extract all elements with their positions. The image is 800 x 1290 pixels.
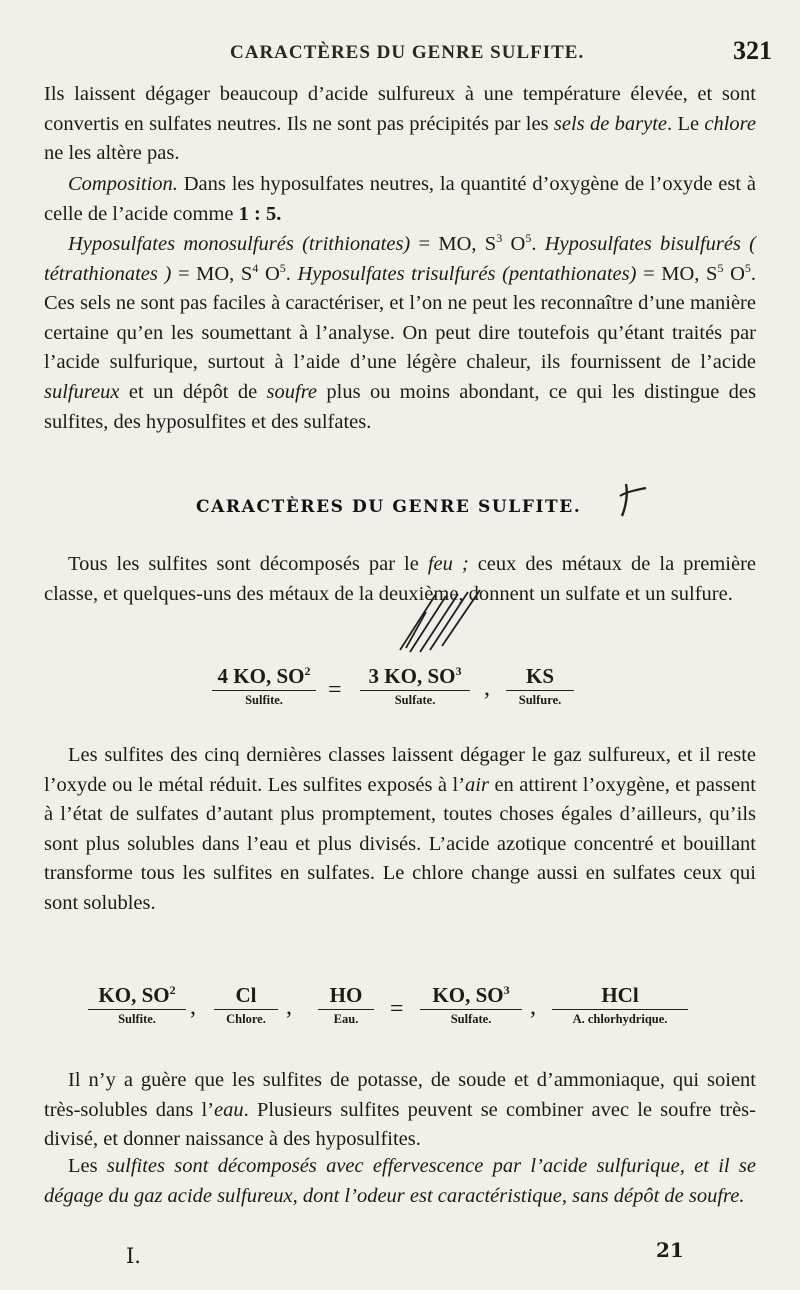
equation-sulfite-fire	[0, 664, 800, 724]
formula-term: Cl Chlore.	[214, 983, 278, 1027]
pen-hatch-marks-icon	[396, 586, 486, 656]
signature-mark: I.	[126, 1244, 141, 1268]
page-header	[230, 36, 772, 72]
equation-sulfite-chlorine	[0, 983, 800, 1043]
paragraph-solubility: Il n’y a guère que les sulfites de potasse, de soude et d’ammoniaque, qui soient très-solubles dans l’eau. Plusieurs sulfites peuvent se combiner avec le soufre très-divisé, et donner naissance à des hyposulfites.	[44, 1069, 756, 1151]
formula-term: HO Eau.	[318, 983, 374, 1027]
formula-term: KO, $SO^2$ Sulfite.	[88, 983, 186, 1027]
formula-term: KO, $SO^3$ Sulfate.	[420, 983, 522, 1027]
paragraph-sulfite-behaviour: Les sulfites des cinq dernières classes laissent dégager le gaz sulfureux, et il reste l’oxyde ou le métal réduit. Les sulfites exposés à l’air en attirent l’oxygène, et passent à l’état de sulfates d’autant plus promptement, toutes choses égales d’ailleurs, qu’ils sont plus solubles dans l’eau et plus divisés. L’acide azotique concentré et bouillant transforme tous les sulfites en sulfates. Le chlore change aussi en sulfates ceux qui sont solubles.	[44, 744, 756, 914]
sheet-number: 21	[656, 1238, 684, 1262]
comma: ,	[530, 994, 536, 1020]
paragraph-precipitation: Ils laissent dégager beaucoup d’acide sulfureux à une température élevée, et sont convertis en sulfates neutres. Ils ne sont pas précipités par les sels de baryte. Le chlore ne les altère pas.	[44, 83, 757, 165]
paragraph-hyposulfates: Hyposulfates monosulfurés (trithionates) = MO, $S^3$ $O^5$. Hyposulfates bisulfurés ( tétrathionates ) = MO, $S^4$ $O^5$. Hyposulfates trisulfurés (pentathionates) = MO, $S^5$ $O^5$. Ces sels ne sont pas faciles à caractériser, et l’on ne peut les reconnaître d’une manière certaine qu’en les soumettant à l’analyse. On peut dire toutefois qu’étant traités par l’acide sulfurique, surtout à l’aide d’une légère chaleur, ils fournissent de l’acide sulfureux et un dépôt de soufre plus ou moins abondant, ce qui les distingue des sulfites, des hyposulfites et des sulfates.	[44, 231, 757, 433]
paragraph-composition: Composition. Dans les hyposulfates neutres, la quantité d’oxygène de l’oxyde est à celle de l’acide comme 1 : 5.	[44, 173, 756, 225]
running-title: CARACTÈRES DU GENRE SULFITE.	[230, 42, 585, 63]
comma: ,	[190, 994, 196, 1020]
formula-term: 3 KO, $SO^3$ Sulfate.	[360, 664, 470, 708]
pen-mark-icon	[612, 480, 652, 520]
comma: ,	[286, 994, 292, 1020]
page-number: 321	[733, 36, 772, 65]
formula-term: 4 KO, $SO^2$ Sulfite.	[212, 664, 316, 708]
equals-sign: =	[328, 677, 342, 703]
paragraph-effervescence: Les sulfites sont décomposés avec effervescence par l’acide sulfurique, et il se dégage du gaz acide sulfureux, dont l’odeur est caractéristique, sans dépôt de soufre.	[44, 1155, 756, 1207]
section-title: CARACTÈRES DU GENRE SULFITE.	[196, 497, 582, 517]
comma: ,	[484, 675, 490, 701]
formula-term: KS Sulfure.	[506, 664, 574, 708]
formula-term: HCl A. chlorhydrique.	[552, 983, 688, 1027]
paragraph-fire-decomposition: Tous les sulfites sont décomposés par le feu ; ceux des métaux de la première classe, et quelques-uns des métaux de la deuxième, donnent un sulfate et un sulfure.	[44, 553, 757, 605]
equals-sign: =	[390, 996, 404, 1022]
